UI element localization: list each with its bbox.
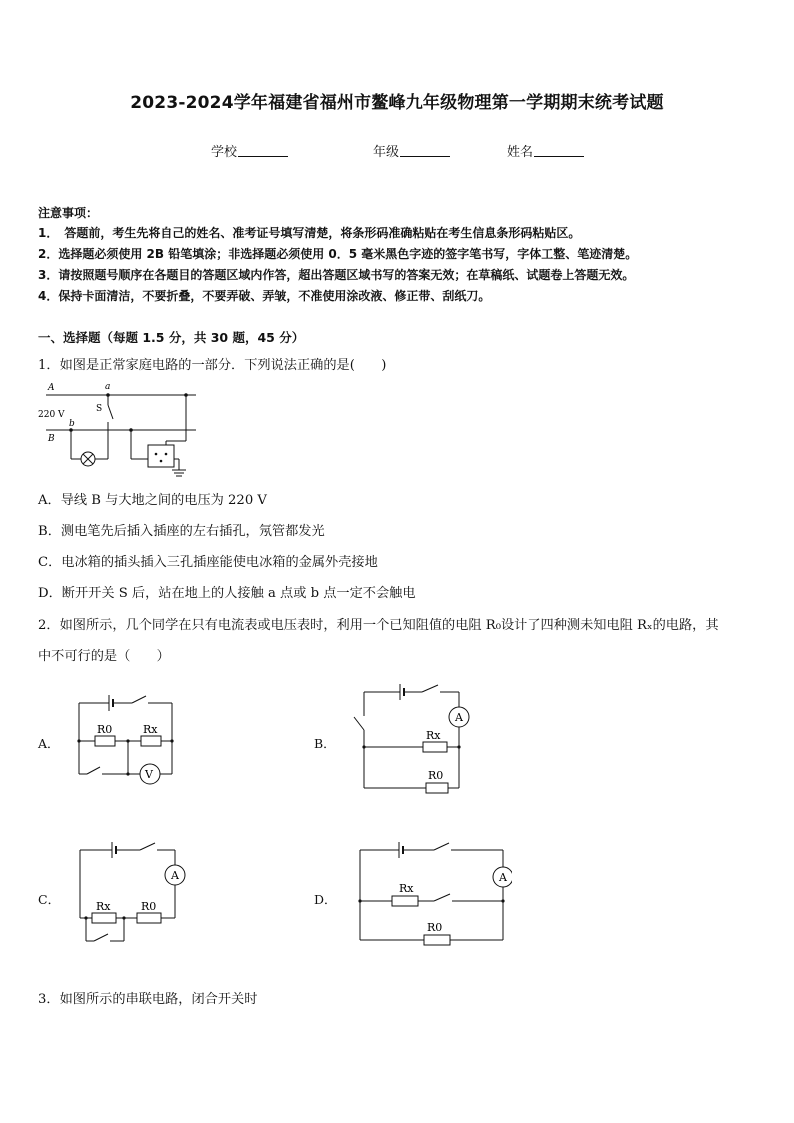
- q2-stem-line2: 中不可行的是（ ）: [38, 649, 170, 664]
- q2b-ammeter: A: [455, 711, 463, 724]
- q1-label-A: A: [48, 383, 55, 393]
- q2-label-a: A．: [38, 736, 60, 751]
- q1-option-a: A．导线 B 与大地之间的电压为 220 V: [38, 493, 267, 508]
- school-label: 学校: [211, 145, 238, 160]
- page-title: 2023-2024学年福建省福州市鳌峰九年级物理第一学期期末统考试题: [130, 93, 664, 113]
- notice-item: 3．请按照题号顺序在各题目的答题区域内作答，超出答题区域书写的答案无效；在草稿纸、试题卷上答题无效。: [38, 268, 635, 282]
- notice-heading: 注意事项：: [38, 206, 99, 220]
- q2b-r0-label: R0: [428, 769, 444, 782]
- q2d-r0-label: R0: [427, 921, 443, 934]
- name-field: [507, 141, 584, 160]
- q3-stem: 3．如图所示的串联电路，闭合开关时: [38, 992, 258, 1007]
- q2-label-b: B．: [314, 736, 336, 751]
- q2-circuit-a: [72, 690, 182, 786]
- q2-circuit-d: [352, 838, 512, 946]
- q2-stem-line1: 2．如图所示，几个同学在只有电流表或电压表时，利用一个已知阻值的电阻 R₀设计了四种测未知电阻 Rₓ的电路，其: [38, 618, 719, 633]
- q1-label-S: S: [96, 404, 103, 414]
- q2-label-d: D．: [314, 892, 337, 907]
- q1-label-a: a: [105, 382, 111, 392]
- name-blank: [534, 144, 584, 157]
- q2-label-c: C．: [38, 892, 61, 907]
- section-heading: 一、选择题（每题 1.5 分，共 30 题，45 分）: [38, 330, 305, 345]
- q1-label-b: b: [69, 419, 75, 429]
- notice-item: 1． 答题前，考生先将自己的姓名、准考证号填写清楚，将条形码准确粘贴在考生信息条形码粘贴区。: [38, 226, 581, 240]
- q2d-ammeter: A: [499, 871, 507, 884]
- school-field: [211, 141, 288, 160]
- grade-label: 年级: [373, 145, 400, 160]
- q1-option-c: C．电冰箱的插头插入三孔插座能使电冰箱的金属外壳接地: [38, 555, 378, 570]
- q1-stem: 1．如图是正常家庭电路的一部分．下列说法正确的是( ): [38, 358, 387, 373]
- q2b-rx-label: Rx: [426, 729, 441, 742]
- school-blank: [238, 144, 288, 157]
- q2a-rx-label: Rx: [143, 723, 158, 736]
- q2c-ammeter: A: [171, 869, 179, 882]
- name-label: 姓名: [507, 145, 534, 160]
- q2d-rx-label: Rx: [399, 882, 414, 895]
- q2-circuit-c: [72, 838, 197, 948]
- q2c-r0-label: R0: [141, 900, 157, 913]
- grade-blank: [400, 144, 450, 157]
- q1-label-B: B: [48, 434, 55, 444]
- q1-circuit-figure: [36, 378, 206, 478]
- q2a-r0-label: R0: [97, 723, 113, 736]
- grade-field: [373, 141, 450, 160]
- q1-label-voltage: 220 V: [38, 410, 65, 420]
- q1-option-b: B．测电笔先后插入插座的左右插孔，氖管都发光: [38, 524, 325, 539]
- q2-circuit-b: [350, 680, 475, 795]
- q2a-voltmeter: V: [145, 768, 153, 781]
- notice-item: 4．保持卡面清洁，不要折叠，不要弄破、弄皱，不准使用涂改液、修正带、刮纸刀。: [38, 289, 491, 303]
- notice-item: 2．选择题必须使用 2B 铅笔填涂；非选择题必须使用 0．5 毫米黑色字迹的签字笔书写，字体工整、笔迹清楚。: [38, 247, 638, 261]
- q1-option-d: D．断开开关 S 后，站在地上的人接触 a 点或 b 点一定不会触电: [38, 586, 416, 601]
- q2c-rx-label: Rx: [96, 900, 111, 913]
